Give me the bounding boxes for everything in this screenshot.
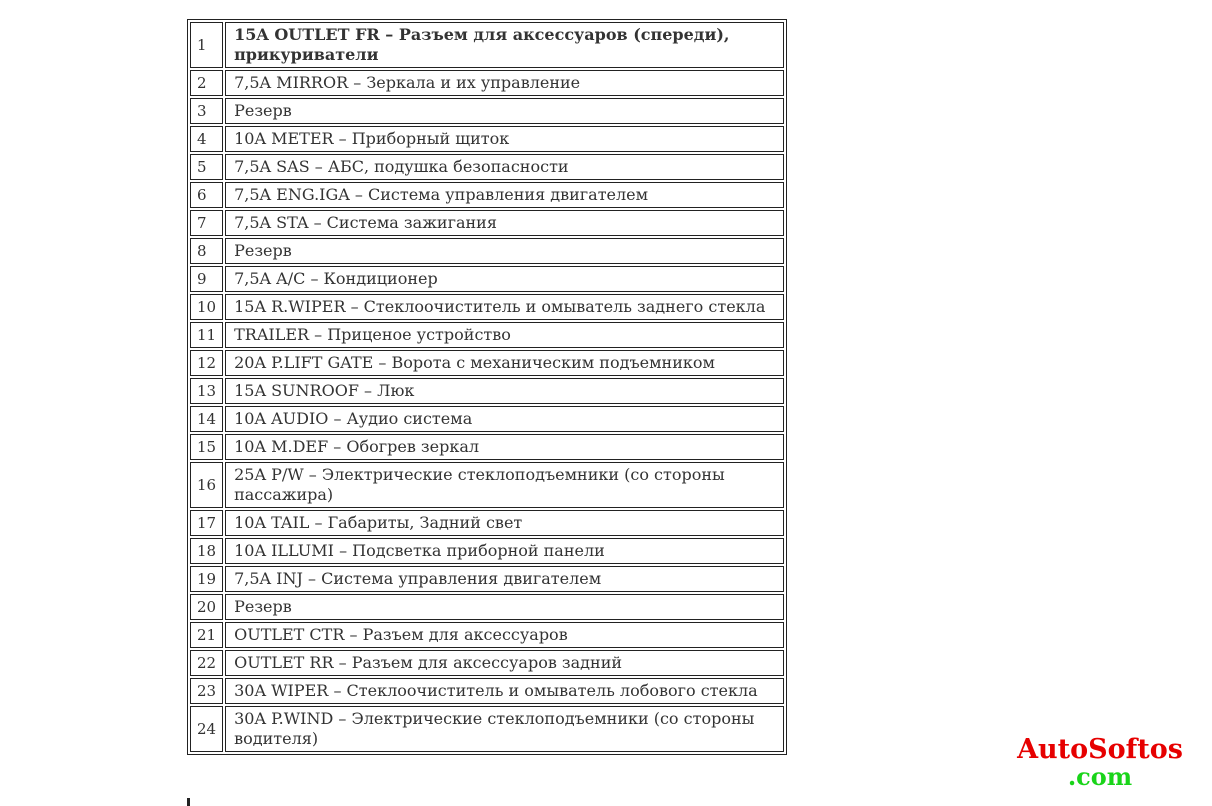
table-row [190,322,784,348]
fuse-number-cell: 15 [190,434,223,460]
table-row [190,98,784,124]
table-row [190,678,784,704]
fuse-description-cell: 25A P/W – Электрические стеклоподъемники (со стороны пассажира) [225,462,784,508]
fuse-description-cell: 10A ILLUMI – Подсветка приборной панели [225,538,784,564]
watermark-domain: .com [1067,762,1133,791]
fuse-description-cell: TRAILER – Приценое устройство [225,322,784,348]
watermark [1000,736,1200,789]
table-row [190,378,784,404]
fuse-description-cell: 7,5A A/C – Кондиционер [225,266,784,292]
fuse-description-cell: 15A R.WIPER – Стеклоочиститель и омыватель заднего стекла [225,294,784,320]
fuse-description-cell: 20A P.LIFT GATE – Ворота с механическим подъемником [225,350,784,376]
fuse-number-cell: 11 [190,322,223,348]
fuse-number-cell: 23 [190,678,223,704]
table-row [190,266,784,292]
fuse-number-cell: 2 [190,70,223,96]
fuse-number-cell: 24 [190,706,223,752]
fuse-table-body [190,22,784,752]
fuse-description-cell: Резерв [225,238,784,264]
fuse-description-cell: OUTLET CTR – Разъем для аксессуаров [225,622,784,648]
table-row [190,650,784,676]
fuse-number-cell: 1 [190,22,223,68]
fuse-description-cell: OUTLET RR – Разъем для аксессуаров задний [225,650,784,676]
fuse-number-cell: 3 [190,98,223,124]
fuse-description-cell: 30A P.WIND – Электрические стеклоподъемники (со стороны водителя) [225,706,784,752]
fuse-number-cell: 5 [190,154,223,180]
fuse-number-cell: 20 [190,594,223,620]
fuse-description-cell: 10A TAIL – Габариты, Задний свет [225,510,784,536]
fuse-description-cell: Резерв [225,594,784,620]
fuse-number-cell: 4 [190,126,223,152]
fuse-description-cell: 10A METER – Приборный щиток [225,126,784,152]
fuse-description-cell: 7,5A INJ – Система управления двигателем [225,566,784,592]
table-row [190,434,784,460]
fuse-table [187,19,787,755]
table-row [190,22,784,68]
fuse-description-cell: 15A SUNROOF – Люк [225,378,784,404]
watermark-brand: AutoSoftos [1017,734,1183,765]
fuse-description-cell: Резерв [225,98,784,124]
fuse-number-cell: 10 [190,294,223,320]
table-row [190,350,784,376]
table-row [190,126,784,152]
fuse-number-cell: 17 [190,510,223,536]
fuse-number-cell: 14 [190,406,223,432]
fuse-description-cell: 7,5A MIRROR – Зеркала и их управление [225,70,784,96]
fuse-description-cell: 30A WIPER – Стеклоочиститель и омыватель лобового стекла [225,678,784,704]
table-row [190,538,784,564]
fuse-number-cell: 13 [190,378,223,404]
fuse-number-cell: 6 [190,182,223,208]
fuse-number-cell: 16 [190,462,223,508]
fuse-number-cell: 18 [190,538,223,564]
fuse-description-cell: 7,5A SAS – АБС, подушка безопасности [225,154,784,180]
table-row [190,706,784,752]
fuse-number-cell: 12 [190,350,223,376]
fuse-description-cell: 10A AUDIO – Аудио система [225,406,784,432]
table-row [190,70,784,96]
table-border-fragment [187,798,190,806]
table-row [190,154,784,180]
table-row [190,210,784,236]
fuse-number-cell: 22 [190,650,223,676]
fuse-number-cell: 8 [190,238,223,264]
fuse-description-cell: 15A OUTLET FR – Разъем для аксессуаров (спереди), прикуриватели [225,22,784,68]
fuse-number-cell: 7 [190,210,223,236]
table-row [190,182,784,208]
table-row [190,566,784,592]
fuse-description-cell: 10A M.DEF – Обогрев зеркал [225,434,784,460]
table-row [190,238,784,264]
table-row [190,510,784,536]
table-row [190,406,784,432]
fuse-description-cell: 7,5A STA – Система зажигания [225,210,784,236]
fuse-description-cell: 7,5A ENG.IGA – Система управления двигателем [225,182,784,208]
table-row [190,622,784,648]
fuse-number-cell: 19 [190,566,223,592]
table-row [190,294,784,320]
table-row [190,462,784,508]
table-row [190,594,784,620]
fuse-number-cell: 21 [190,622,223,648]
fuse-number-cell: 9 [190,266,223,292]
